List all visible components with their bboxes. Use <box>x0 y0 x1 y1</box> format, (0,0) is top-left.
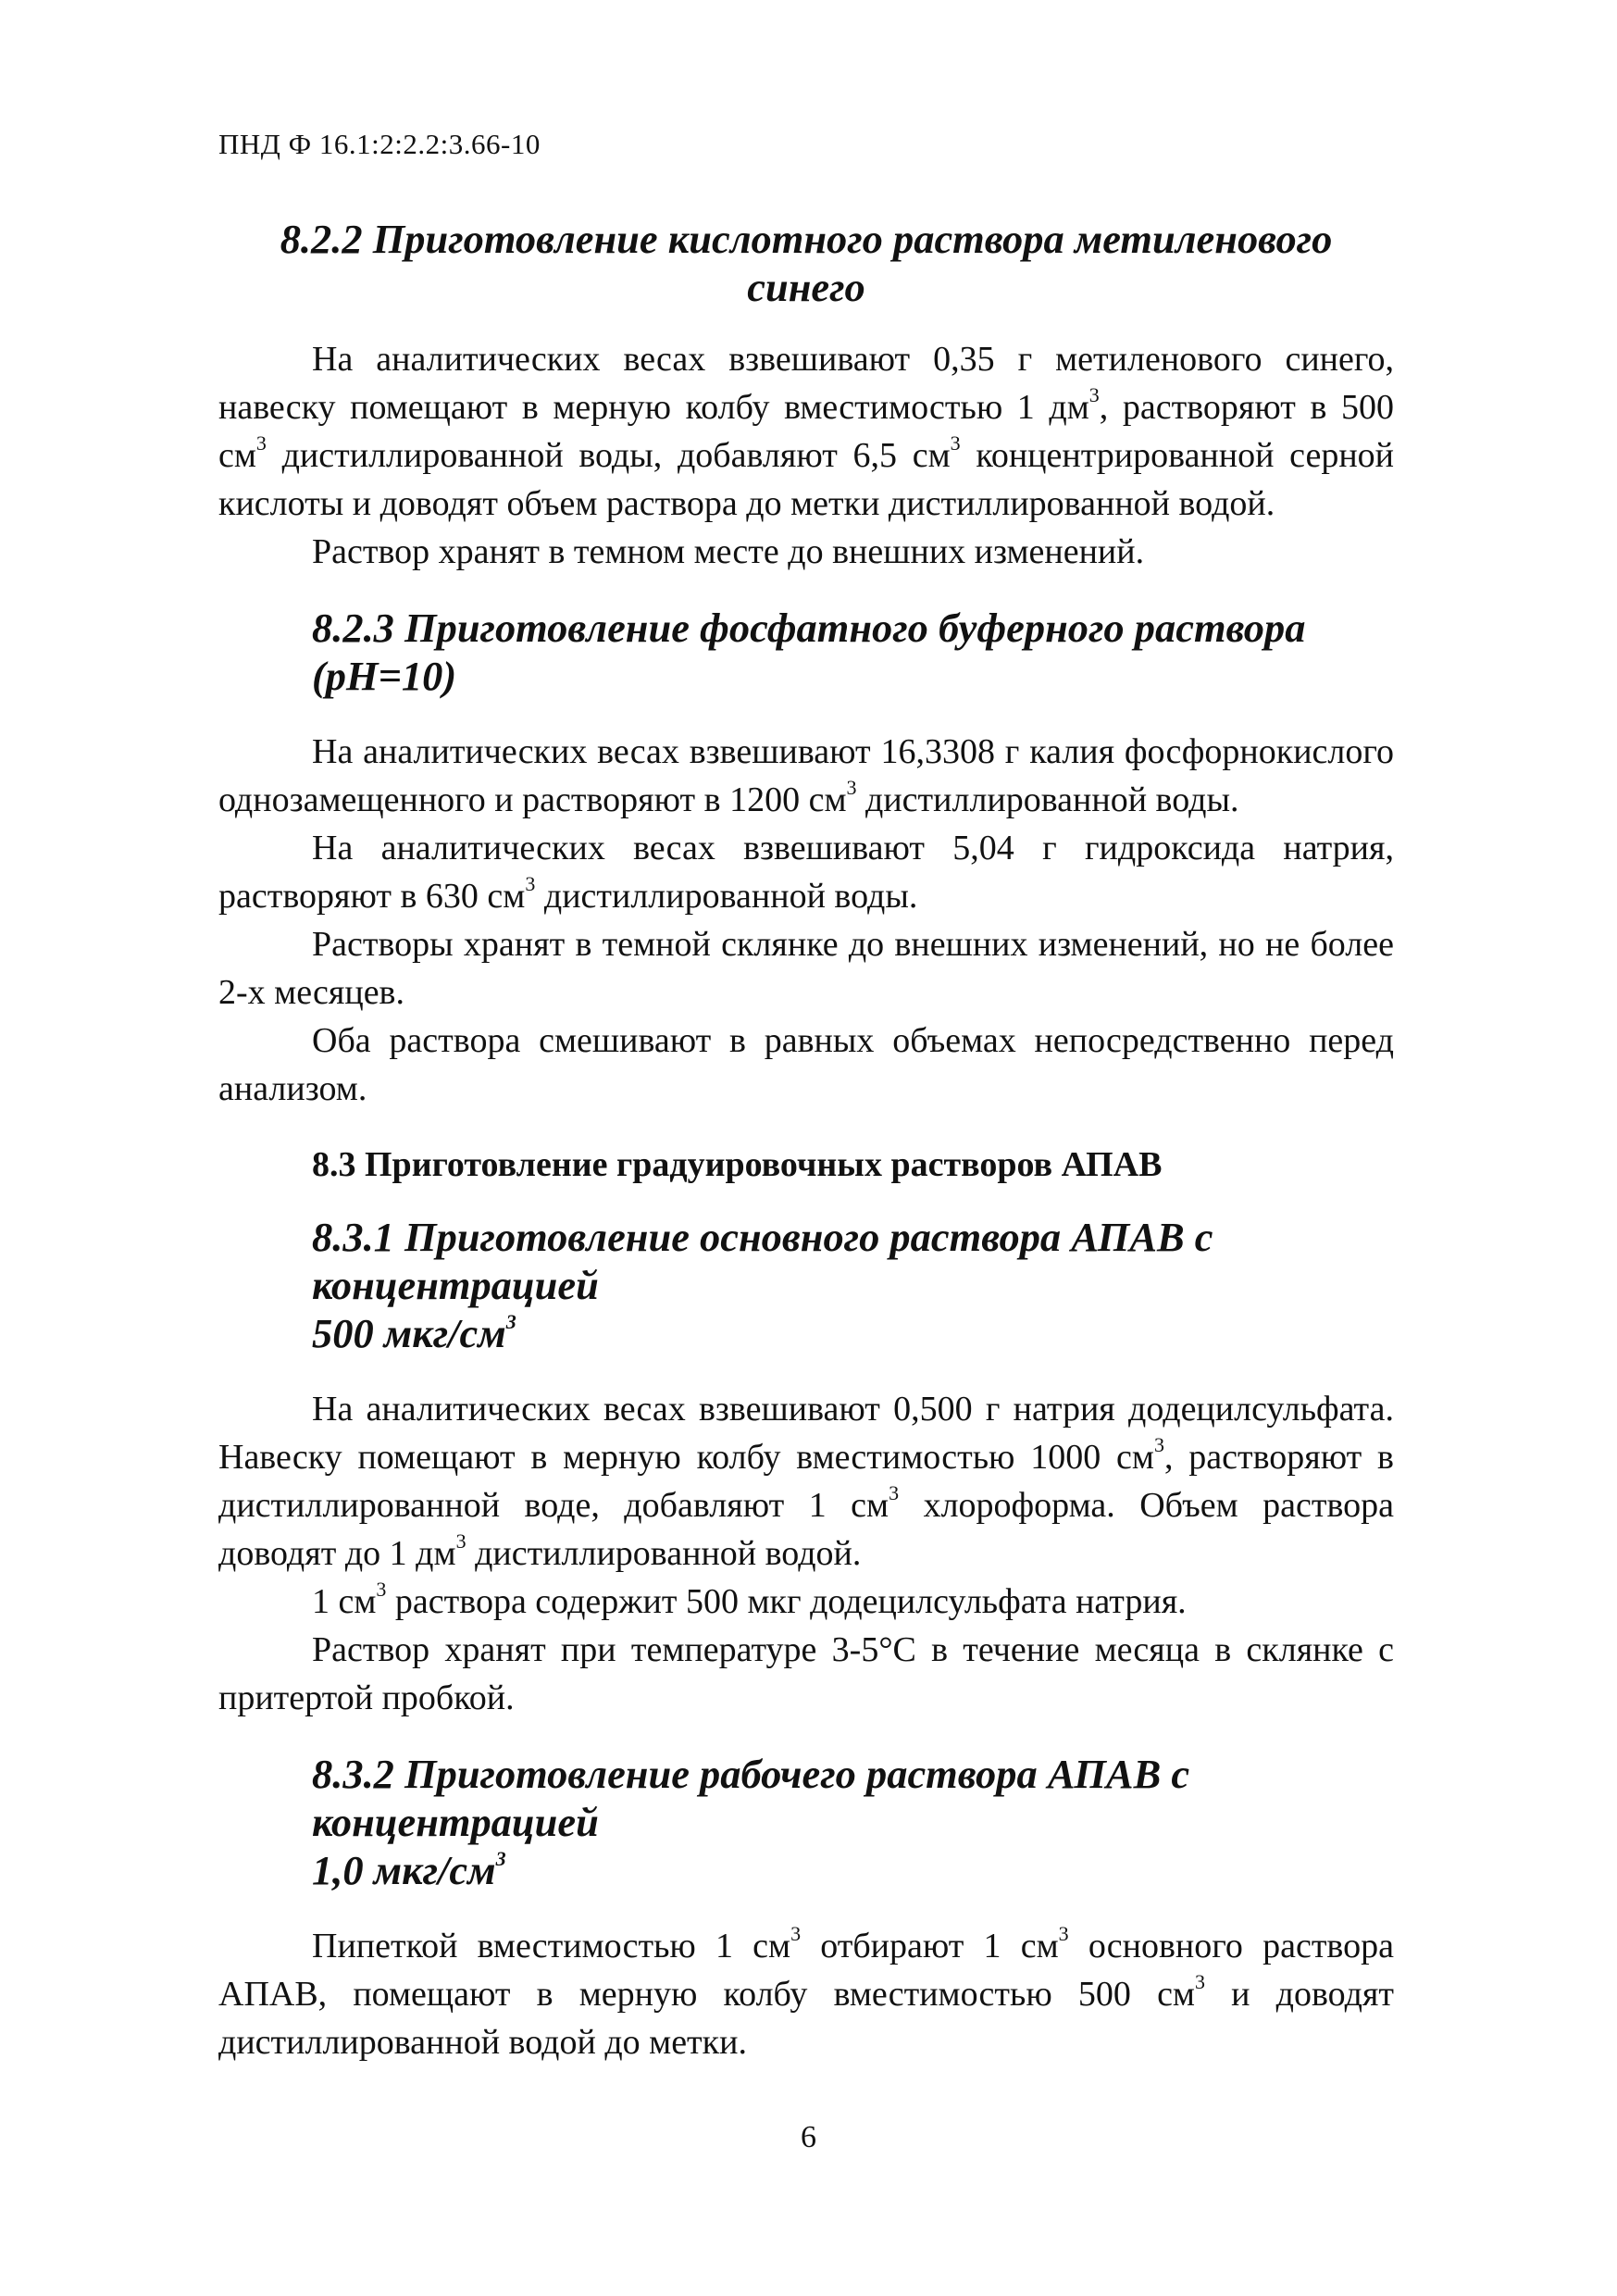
paragraph-8-3-1-1: На аналитических весах взвешивают 0,500 г натрия додецилсульфата. Навеску помещают в мерную колбу вместимостью 1000 $см^3$, растворяют в дистиллированной воде, добавляют 1 $см^3$ хлороформа. Объем раствора доводят до 1 $дм^3$ дистиллированной водой. <box>218 1390 1395 1573</box>
heading-8-2-2: 8.2.2 Приготовление кислотного раствора метиленового синего <box>280 216 1333 310</box>
paragraph-8-3-2-1: Пипеткой вместимостью 1 $см^3$ отбирают 1 $см^3$ основного раствора АПАВ, помещают в мерную колбу вместимостью 500 $см^3$ и доводят дистиллированной водой до метки. <box>218 1922 1394 2062</box>
paragraph-8-3-1-2: 1 $см^3$ раствора содержит 500 мкг додецилсульфата натрия. <box>312 1578 1187 1621</box>
document-code: ПНД Ф 16.1:2:2.2:3.66-10 <box>218 128 541 160</box>
heading-8-2-3: 8.2.3 Приготовление фосфатного буферного раствора (pH=10) <box>312 605 1306 699</box>
page-number: 6 <box>801 2120 816 2154</box>
paragraph-8-2-3-2: На аналитических весах взвешивают 5,04 г гидроксида натрия, растворяют в 630 $см^3$ дистиллированной воды. <box>218 829 1394 916</box>
heading-8-3: 8.3 Приготовление градуировочных растворов АПАВ <box>312 1145 1163 1184</box>
paragraph-8-3-1-3: Раствор хранят при температуре 3-5°С в течение месяца в склянке с притертой пробкой. <box>218 1630 1394 1717</box>
heading-8-3-1: 8.3.1 Приготовление основного раствора АПАВ с концентрацией 500 мкг/$см^3$ <box>312 1214 1213 1356</box>
paragraph-8-2-3-3: Растворы хранят в темной склянке до внешних изменений, но не более 2-х месяцев. <box>218 925 1394 1012</box>
paragraph-8-2-3-1: На аналитических весах взвешивают 16,3308 г калия фосфорнокислого однозамещенного и растворяют в 1200 $см^3$ дистиллированной воды. <box>218 732 1394 819</box>
paragraph-8-2-3-4: Оба раствора смешивают в равных объемах непосредственно перед анализом. <box>218 1021 1394 1108</box>
paragraph-8-2-2-2: Раствор хранят в темном месте до внешних изменений. <box>312 532 1145 571</box>
heading-8-3-2: 8.3.2 Приготовление рабочего раствора АПАВ с концентрацией 1,0 мкг/$см^3$ <box>312 1751 1190 1893</box>
page-content <box>218 215 1394 2066</box>
paragraph-8-2-2-1: На аналитических весах взвешивают 0,35 г метиленового синего, навеску помещают в мерную колбу вместимостью 1 $дм^3$, растворяют в 500 $см^3$ дистиллированной воды, добавляют 6,5 $см^3$ концентрированной серной кислоты и доводят объем раствора до метки дистиллированной водой. <box>218 340 1395 523</box>
